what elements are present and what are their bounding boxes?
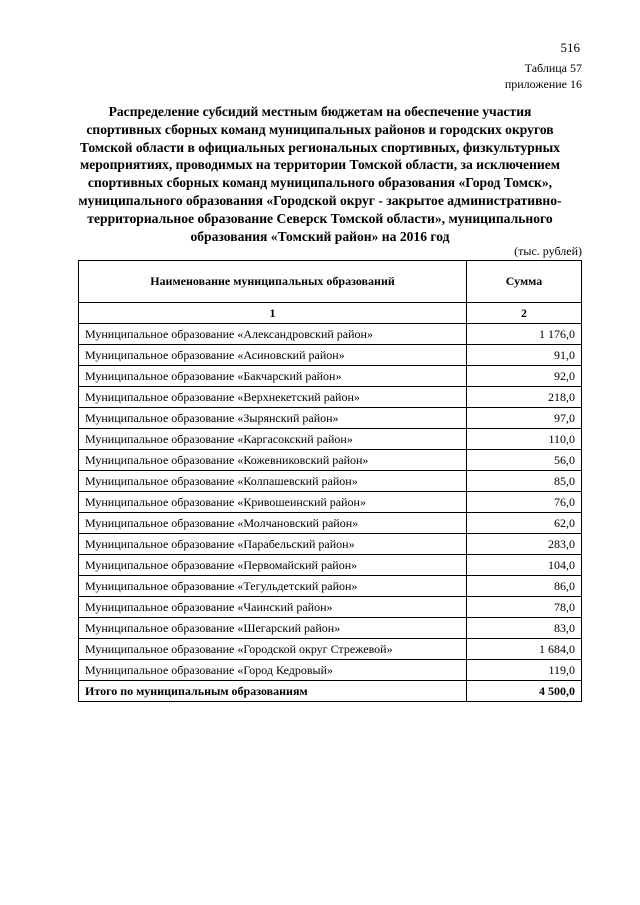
- subsidy-amount: 218,0: [467, 387, 582, 408]
- subsidy-amount: 97,0: [467, 408, 582, 429]
- municipality-name: Муниципальное образование «Колпашевский район»: [79, 471, 467, 492]
- municipality-name: Муниципальное образование «Асиновский район»: [79, 345, 467, 366]
- table-row: [79, 576, 582, 597]
- table-row: [79, 534, 582, 555]
- municipality-name: Муниципальное образование «Парабельский район»: [79, 534, 467, 555]
- subsidy-amount: 92,0: [467, 366, 582, 387]
- municipality-name: Муниципальное образование «Тегульдетский район»: [79, 576, 467, 597]
- table-row: [79, 660, 582, 681]
- subsidy-amount: 283,0: [467, 534, 582, 555]
- subsidy-amount: 1 176,0: [467, 324, 582, 345]
- table-row: [79, 513, 582, 534]
- municipality-name: Муниципальное образование «Молчановский район»: [79, 513, 467, 534]
- subsidy-amount: 104,0: [467, 555, 582, 576]
- municipality-name: Муниципальное образование «Кривошеинский район»: [79, 492, 467, 513]
- subsidy-amount: 119,0: [467, 660, 582, 681]
- municipality-name: Муниципальное образование «Каргасокский район»: [79, 429, 467, 450]
- municipality-name: Муниципальное образование «Городской округ Стрежевой»: [79, 639, 467, 660]
- table-row: [79, 324, 582, 345]
- subsidy-amount: 1 684,0: [467, 639, 582, 660]
- table-row: [79, 492, 582, 513]
- municipality-name: Муниципальное образование «Чаинский район»: [79, 597, 467, 618]
- subsidy-amount: 62,0: [467, 513, 582, 534]
- subsidy-amount: 85,0: [467, 471, 582, 492]
- table-row: [79, 639, 582, 660]
- column-number-2: 2: [467, 303, 582, 324]
- header-row: [79, 261, 582, 303]
- table-reference: [505, 60, 582, 92]
- subsidy-amount: 86,0: [467, 576, 582, 597]
- municipality-name: Муниципальное образование «Шегарский район»: [79, 618, 467, 639]
- municipality-name: Муниципальное образование «Александровский район»: [79, 324, 467, 345]
- municipality-name: Муниципальное образование «Первомайский район»: [79, 555, 467, 576]
- subsidy-amount: 110,0: [467, 429, 582, 450]
- page-number: 516: [560, 40, 580, 55]
- subsidy-amount: 56,0: [467, 450, 582, 471]
- total-label: Итого по муниципальным образованиям: [79, 681, 467, 702]
- subsidy-amount: 83,0: [467, 618, 582, 639]
- table-row: [79, 387, 582, 408]
- column-number-1: 1: [79, 303, 467, 324]
- municipality-name: Муниципальное образование «Верхнекетский район»: [79, 387, 467, 408]
- table-row: [79, 555, 582, 576]
- table-body: [79, 324, 582, 681]
- municipality-name: Муниципальное образование «Город Кедровый»: [79, 660, 467, 681]
- municipality-name: Муниципальное образование «Зырянский район»: [79, 408, 467, 429]
- table-row: [79, 429, 582, 450]
- subsidy-table: [78, 260, 582, 702]
- table-row: [79, 597, 582, 618]
- header-amount: Сумма: [467, 261, 582, 303]
- municipality-name: Муниципальное образование «Бакчарский район»: [79, 366, 467, 387]
- table-row: [79, 618, 582, 639]
- units-note: (тыс. рублей): [514, 244, 582, 258]
- document-title: Распределение субсидий местным бюджетам на обеспечение участия спортивных сборных команд муниципальных районов и городских округов Томской области в официальных региональных спортивных, физкультурных мероприятиях, проводимых на территории Томской области, за исключением спортивных сборных команд муниципального образования «Город Томск», муниципального образования «Городской округ - закрытое административно-территориальное образование Северск Томской области», муниципального образования «Томский район» на 2016 год: [78, 104, 562, 244]
- table-row: [79, 450, 582, 471]
- table-row: [79, 471, 582, 492]
- subsidy-amount: 91,0: [467, 345, 582, 366]
- header-name: Наименование муниципальных образований: [79, 261, 467, 303]
- table-label: Таблица 57: [524, 61, 582, 75]
- table-row: [79, 408, 582, 429]
- table-row: [79, 345, 582, 366]
- total-row: [79, 681, 582, 702]
- appendix-label: приложение 16: [504, 77, 582, 91]
- subsidy-amount: 76,0: [467, 492, 582, 513]
- column-number-row: [79, 303, 582, 324]
- municipality-name: Муниципальное образование «Кожевниковский район»: [79, 450, 467, 471]
- total-amount: 4 500,0: [467, 681, 582, 702]
- table-row: [79, 366, 582, 387]
- subsidy-amount: 78,0: [467, 597, 582, 618]
